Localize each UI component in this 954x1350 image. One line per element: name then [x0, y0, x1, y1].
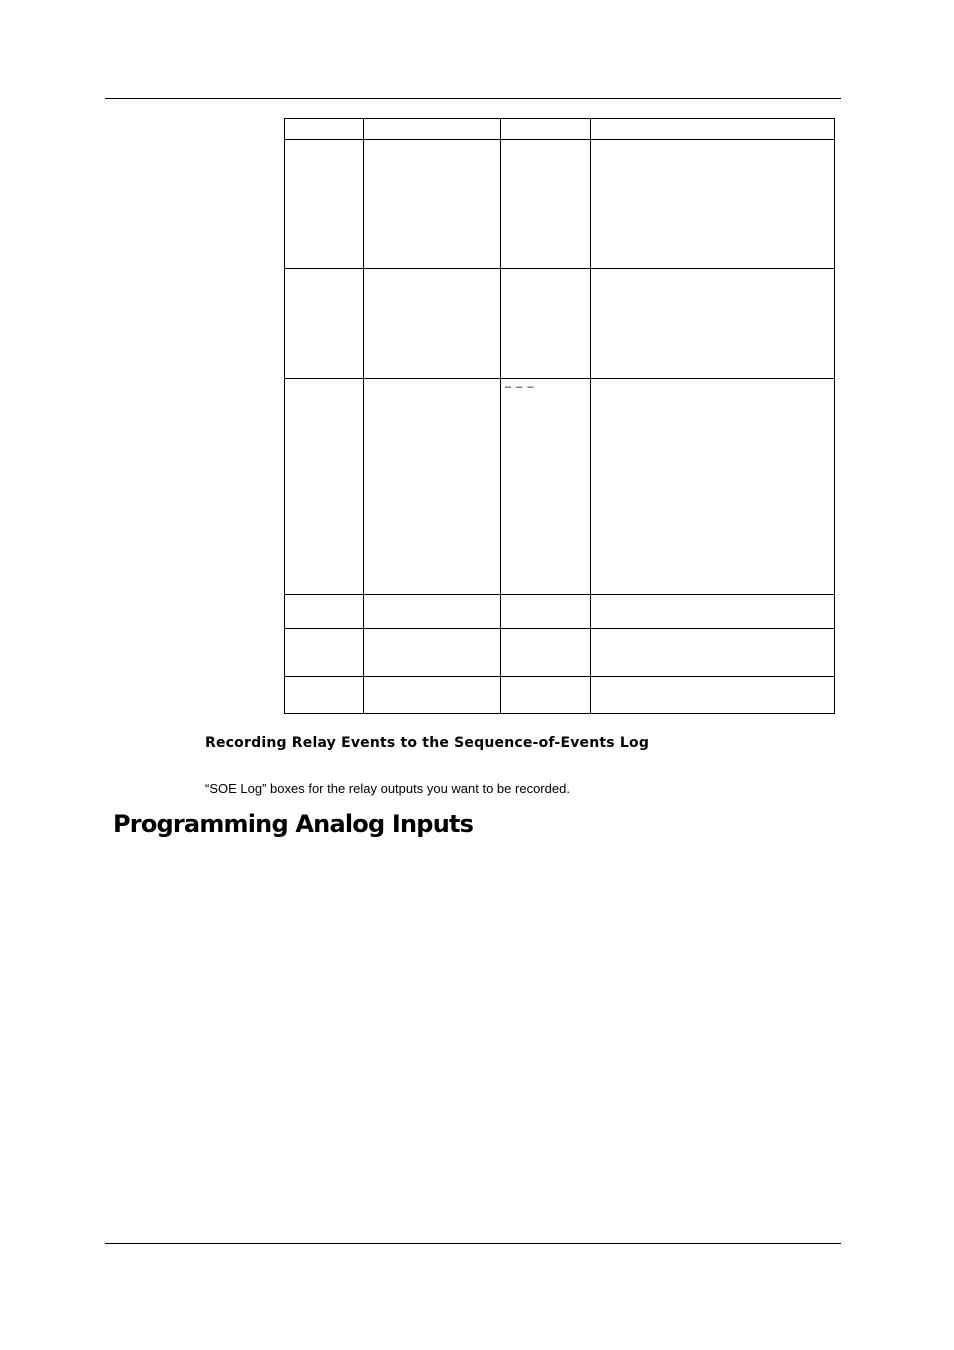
table-cell	[285, 595, 364, 629]
table-row	[285, 140, 835, 269]
table-row	[285, 119, 835, 140]
table-cell	[591, 677, 835, 714]
table-cell	[591, 379, 835, 595]
table-cell	[364, 677, 501, 714]
footer-rule	[105, 1243, 841, 1244]
table-row	[285, 269, 835, 379]
table-cell	[591, 119, 835, 140]
subheading: Recording Relay Events to the Sequence-of-Events Log	[205, 735, 650, 751]
table-cell	[285, 379, 364, 595]
section-title: Programming Analog Inputs	[113, 810, 474, 838]
table-cell	[501, 269, 591, 379]
table-cell	[501, 140, 591, 269]
parameter-table	[284, 118, 835, 714]
dash-placeholder: – – –	[505, 381, 535, 393]
table-cell	[364, 629, 501, 677]
table-cell	[501, 677, 591, 714]
table-row	[285, 595, 835, 629]
table-row	[285, 629, 835, 677]
table-cell	[285, 629, 364, 677]
table-cell	[591, 269, 835, 379]
table-cell	[501, 629, 591, 677]
table-cell	[591, 595, 835, 629]
table-cell	[501, 119, 591, 140]
table-cell	[285, 140, 364, 269]
table-row	[285, 677, 835, 714]
table-cell	[501, 595, 591, 629]
table-cell	[364, 379, 501, 595]
table-cell	[285, 677, 364, 714]
table-cell	[364, 119, 501, 140]
table-cell	[364, 595, 501, 629]
table-cell	[591, 140, 835, 269]
header-rule	[105, 98, 841, 99]
table-cell	[285, 269, 364, 379]
table-cell	[501, 379, 591, 595]
table-cell	[364, 140, 501, 269]
table-cell	[364, 269, 501, 379]
table-cell	[285, 119, 364, 140]
body-paragraph: “SOE Log” boxes for the relay outputs you want to be recorded.	[205, 781, 570, 796]
table-row	[285, 379, 835, 595]
table-cell	[591, 629, 835, 677]
